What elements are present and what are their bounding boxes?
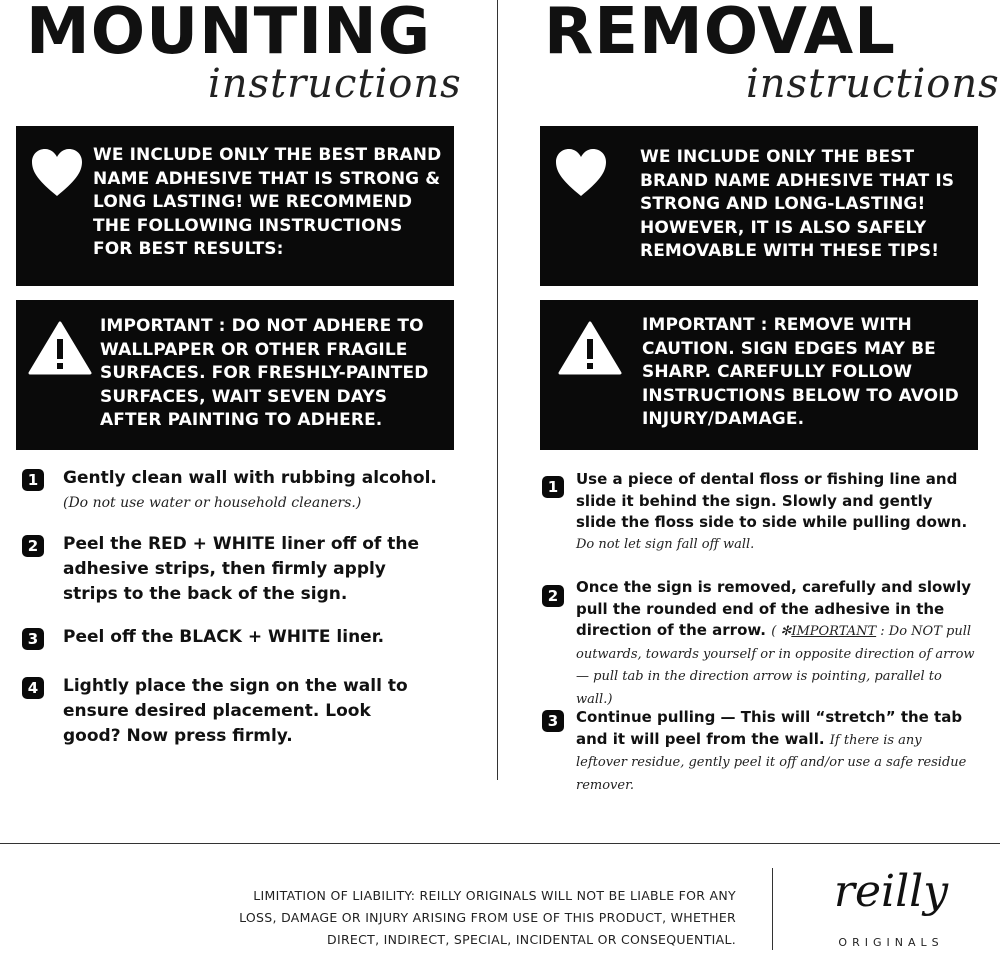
step-text: Use a piece of dental floss or fishing line and slide it behind the sign. Slowly and gently slide the floss side to side while pulling down. bbox=[576, 470, 968, 531]
brand-logo-subtitle: ORIGINALS bbox=[838, 936, 944, 949]
removal-warning-text: IMPORTANT : REMOVE WITH CAUTION. SIGN EDGES MAY BE SHARP. CAREFULLY FOLLOW INSTRUCTIONS BELOW TO AVOID INJURY/DAMAGE. bbox=[642, 315, 959, 429]
step-number-badge: 4 bbox=[22, 677, 44, 699]
mounting-step-1 bbox=[22, 466, 437, 516]
step-note-prefix: ( ✻ bbox=[771, 624, 792, 639]
removal-intro-box bbox=[540, 126, 978, 286]
step-number-badge: 3 bbox=[542, 710, 564, 732]
warning-icon bbox=[558, 320, 622, 376]
mounting-intro-text: WE INCLUDE ONLY THE BEST BRAND NAME ADHESIVE THAT IS STRONG & LONG LASTING! WE RECOMMEND THE FOLLOWING INSTRUCTIONS FOR BEST RESULTS: bbox=[93, 145, 442, 259]
step-note: Do not let sign fall off wall. bbox=[576, 536, 755, 552]
mounting-step-3 bbox=[22, 625, 384, 650]
removal-step-2 bbox=[542, 577, 976, 710]
removal-subtitle: instructions bbox=[746, 61, 1000, 107]
removal-step-3 bbox=[542, 707, 976, 796]
mounting-step-4 bbox=[22, 674, 433, 749]
heart-icon bbox=[554, 148, 608, 198]
removal-step-1 bbox=[542, 469, 971, 555]
liability-line: LIMITATION OF LIABILITY: REILLY ORIGINALS WILL NOT BE LIABLE FOR ANY bbox=[253, 888, 736, 903]
removal-column bbox=[540, 0, 1000, 793]
removal-title: REMOVAL bbox=[544, 0, 896, 69]
step-text: Peel off the BLACK + WHITE liner. bbox=[63, 627, 385, 647]
heart-icon bbox=[30, 148, 84, 198]
mounting-title: MOUNTING bbox=[26, 0, 432, 69]
step-note: If there is any leftover residue, gently peel it off and/or use a safe residue remover. bbox=[576, 732, 967, 793]
step-text: Lightly place the sign on the wall to ensure desired placement. Look good? Now press firmly. bbox=[63, 676, 408, 746]
mounting-intro-box bbox=[16, 126, 454, 286]
step-number-badge: 3 bbox=[22, 628, 44, 650]
mounting-warning-text: IMPORTANT : DO NOT ADHERE TO WALLPAPER OR OTHER FRAGILE SURFACES. FOR FRESHLY-PAINTED SURFACES, WAIT SEVEN DAYS AFTER PAINTING TO ADHERE. bbox=[100, 316, 429, 430]
step-number-badge: 1 bbox=[542, 476, 564, 498]
column-divider bbox=[497, 0, 498, 780]
footer-logo-divider bbox=[772, 868, 773, 950]
step-number-badge: 2 bbox=[22, 535, 44, 557]
liability-line: LOSS, DAMAGE OR INJURY ARISING FROM USE OF THIS PRODUCT, WHETHER bbox=[239, 910, 736, 925]
step-note: (Do not use water or household cleaners.) bbox=[63, 495, 362, 511]
mounting-warning-box bbox=[16, 300, 454, 450]
step-text: Once the sign is removed, carefully and slowly pull the rounded end of the adhesive in the direction of the arrow. bbox=[576, 578, 972, 639]
step-text: Peel the RED + WHITE liner off of the adhesive strips, then firmly apply strips to the back of the sign. bbox=[63, 534, 419, 604]
removal-intro-text: WE INCLUDE ONLY THE BEST BRAND NAME ADHESIVE THAT IS STRONG AND LONG-LASTING! HOWEVER, IT IS ALSO SAFELY REMOVABLE WITH THESE TIPS! bbox=[640, 147, 955, 261]
removal-warning-box bbox=[540, 300, 978, 450]
step-number-badge: 1 bbox=[22, 469, 44, 491]
mounting-subtitle: instructions bbox=[208, 61, 462, 107]
footer-divider bbox=[0, 843, 1000, 844]
step-text: Continue pulling — This will “stretch” the tab and it will peel from the wall. bbox=[576, 708, 963, 748]
step-note-important: IMPORTANT bbox=[791, 624, 877, 639]
liability-line: DIRECT, INDIRECT, SPECIAL, INCIDENTAL OR CONSEQUENTIAL. bbox=[327, 932, 736, 947]
step-note: : Do NOT pull outwards, towards yourself or in opposite direction of arrow — pull tab in the direction arrow is pointing, parallel to wall.) bbox=[576, 624, 975, 707]
mounting-column bbox=[16, 0, 496, 746]
liability-disclaimer bbox=[196, 885, 736, 951]
mounting-step-2 bbox=[22, 532, 443, 607]
step-number-badge: 2 bbox=[542, 585, 564, 607]
step-text: Gently clean wall with rubbing alcohol. bbox=[63, 468, 437, 488]
warning-icon bbox=[28, 320, 92, 376]
brand-logo-script: reilly bbox=[833, 866, 949, 917]
